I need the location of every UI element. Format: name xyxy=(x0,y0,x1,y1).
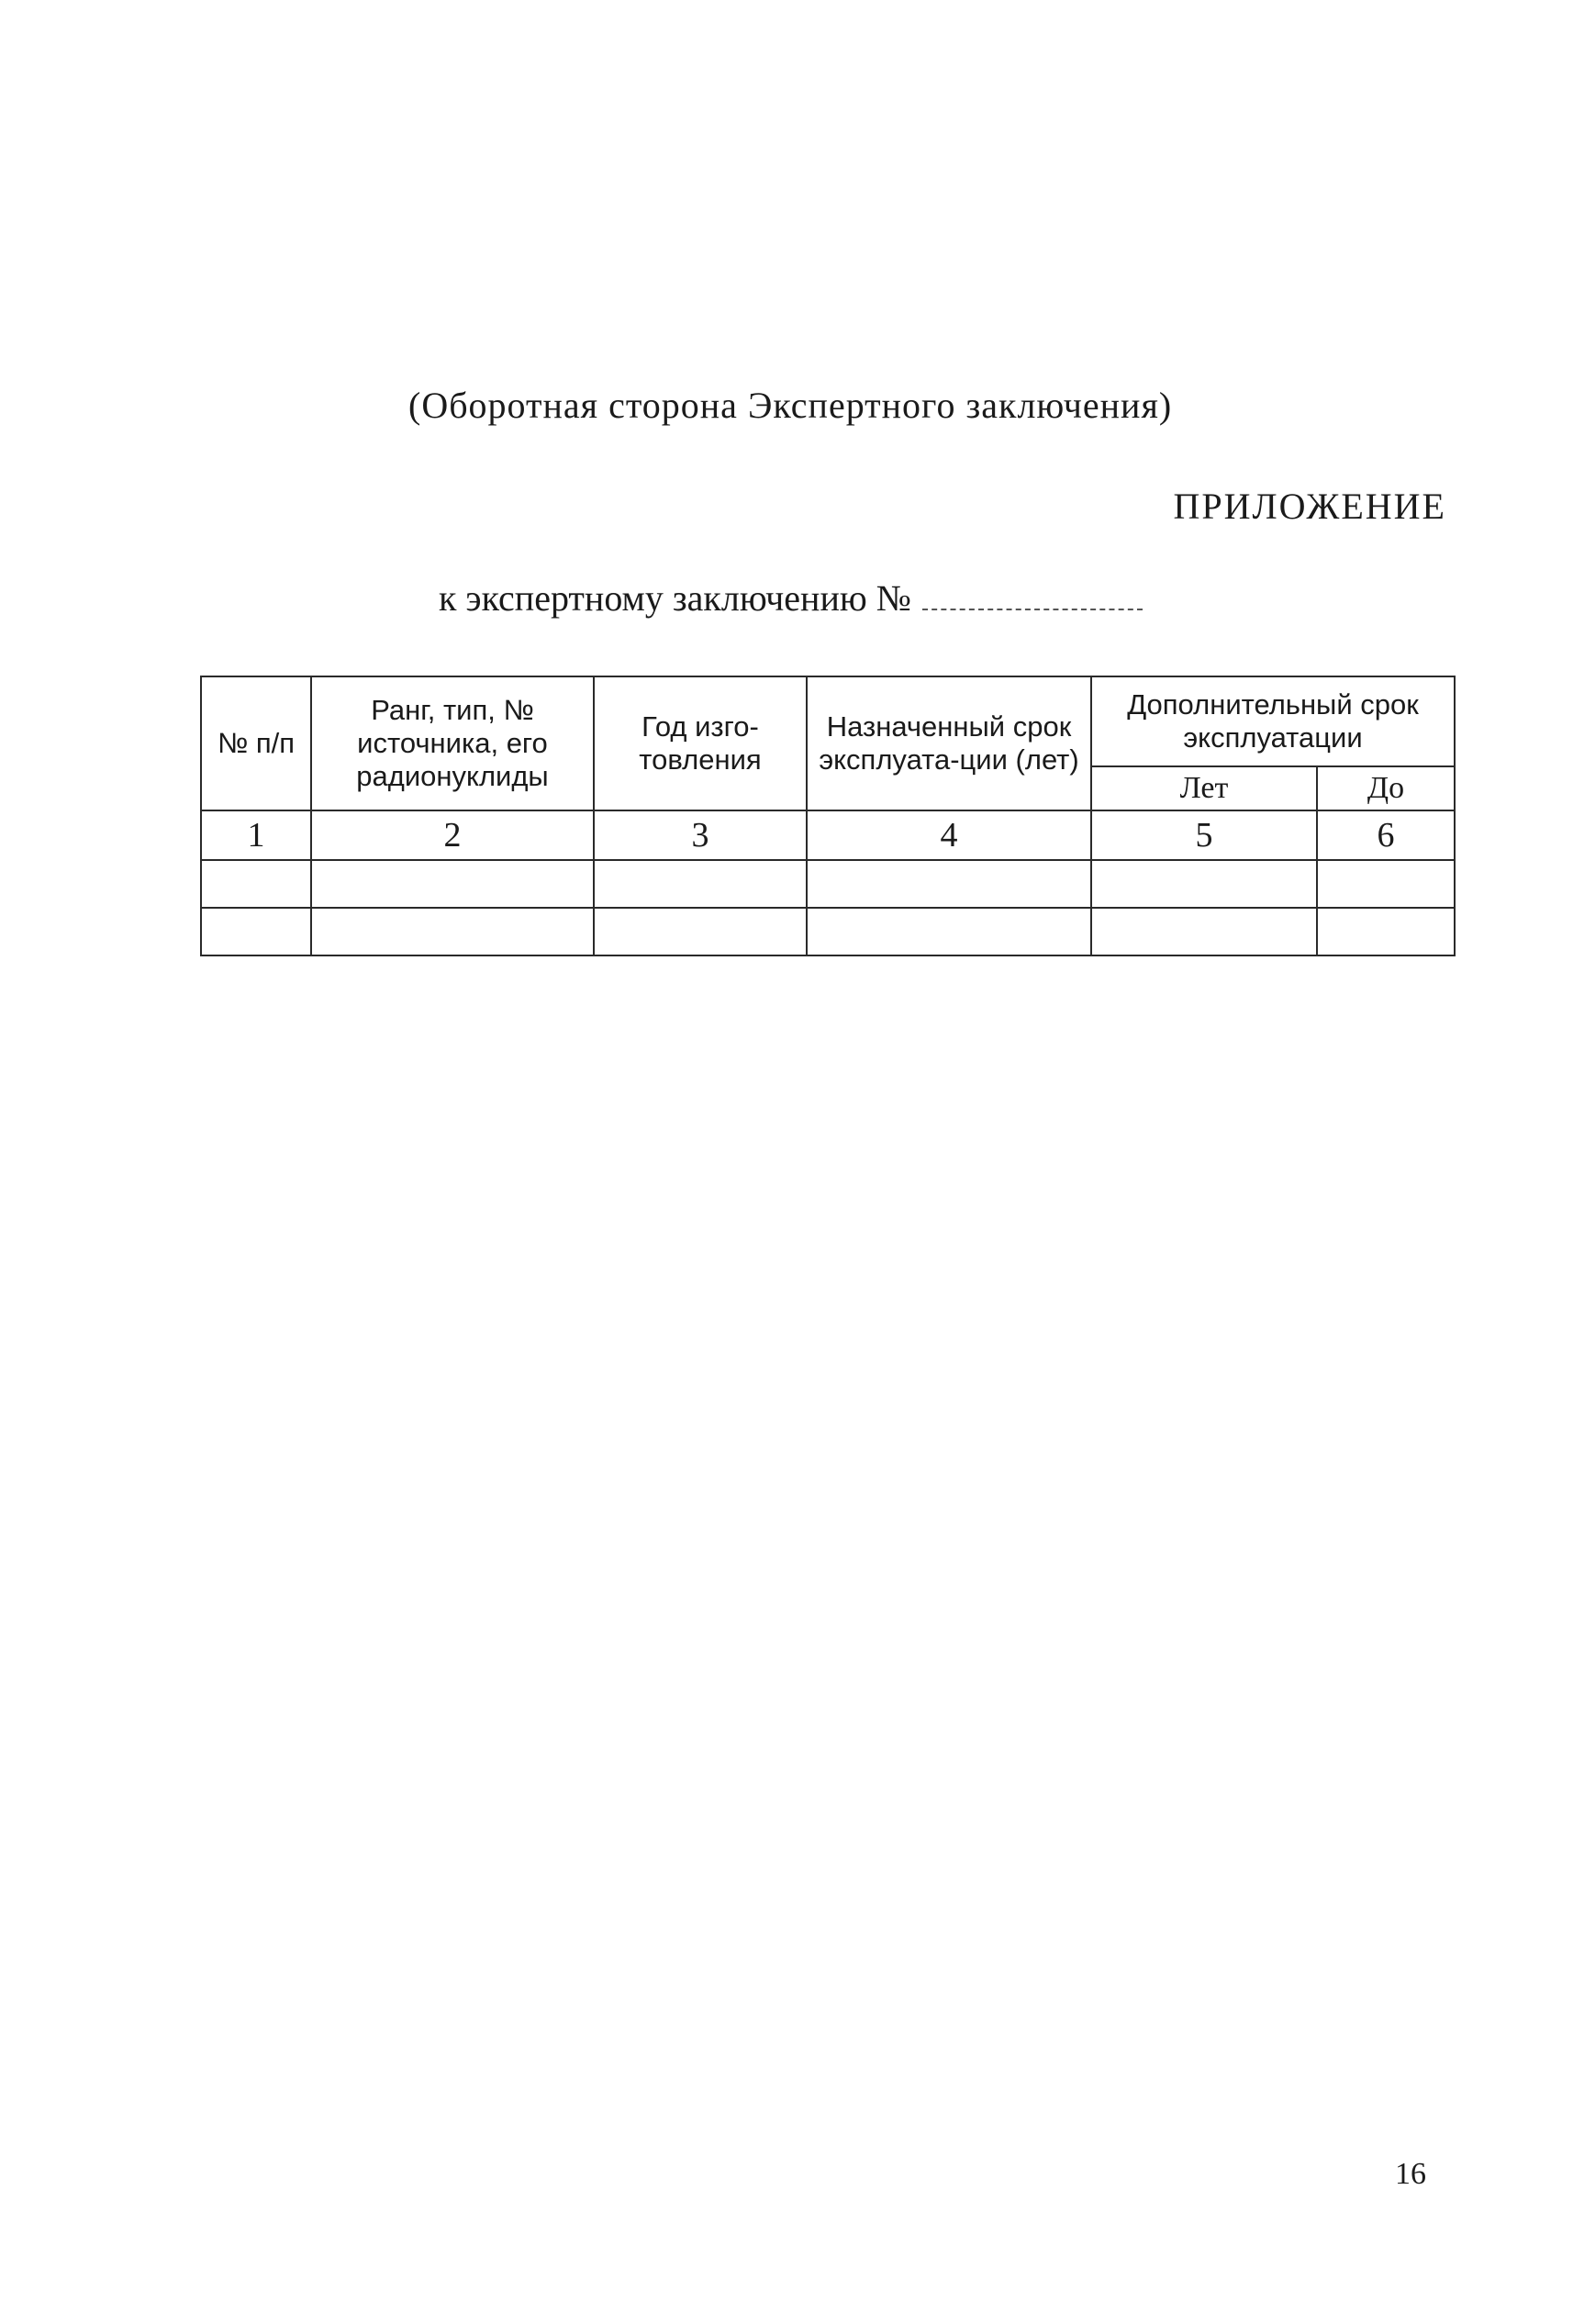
appendix-reference-text: к экспертному заключению № xyxy=(439,577,911,619)
column-number: 4 xyxy=(807,810,1091,860)
table-cell[interactable] xyxy=(311,908,594,955)
table-cell[interactable] xyxy=(1317,860,1455,908)
reverse-side-caption: (Оборотная сторона Экспертного заключения) xyxy=(408,385,1173,426)
header-years: Лет xyxy=(1091,766,1317,810)
column-number: 2 xyxy=(311,810,594,860)
column-numbers-row xyxy=(201,810,1455,860)
appendix-title: ПРИЛОЖЕНИЕ xyxy=(1173,486,1446,527)
page-number: 16 xyxy=(1395,2157,1426,2191)
table-cell[interactable] xyxy=(201,860,311,908)
table-cell[interactable] xyxy=(594,908,807,955)
table-cell[interactable] xyxy=(201,908,311,955)
table-row xyxy=(201,908,1455,955)
table-cell[interactable] xyxy=(1091,908,1317,955)
table-cell[interactable] xyxy=(1317,908,1455,955)
column-number: 6 xyxy=(1317,810,1455,860)
appendix-reference xyxy=(439,576,1143,620)
header-source: Ранг, тип, № источника, его радионуклиды xyxy=(311,676,594,810)
header-manufacture-year: Год изго-товления xyxy=(594,676,807,810)
table-cell[interactable] xyxy=(1091,860,1317,908)
table-cell[interactable] xyxy=(807,908,1091,955)
header-assigned-service-life: Назначенный срок эксплуата-ции (лет) xyxy=(807,676,1091,810)
table-cell[interactable] xyxy=(594,860,807,908)
header-until: До xyxy=(1317,766,1455,810)
conclusion-number-blank[interactable] xyxy=(922,583,1143,610)
header-additional-service-life: Дополнительный срок эксплуатации xyxy=(1091,676,1455,766)
table-cell[interactable] xyxy=(311,860,594,908)
sources-table xyxy=(200,676,1456,956)
column-number: 1 xyxy=(201,810,311,860)
header-item-number: № п/п xyxy=(201,676,311,810)
table-row xyxy=(201,860,1455,908)
table-cell[interactable] xyxy=(807,860,1091,908)
column-number: 3 xyxy=(594,810,807,860)
column-number: 5 xyxy=(1091,810,1317,860)
